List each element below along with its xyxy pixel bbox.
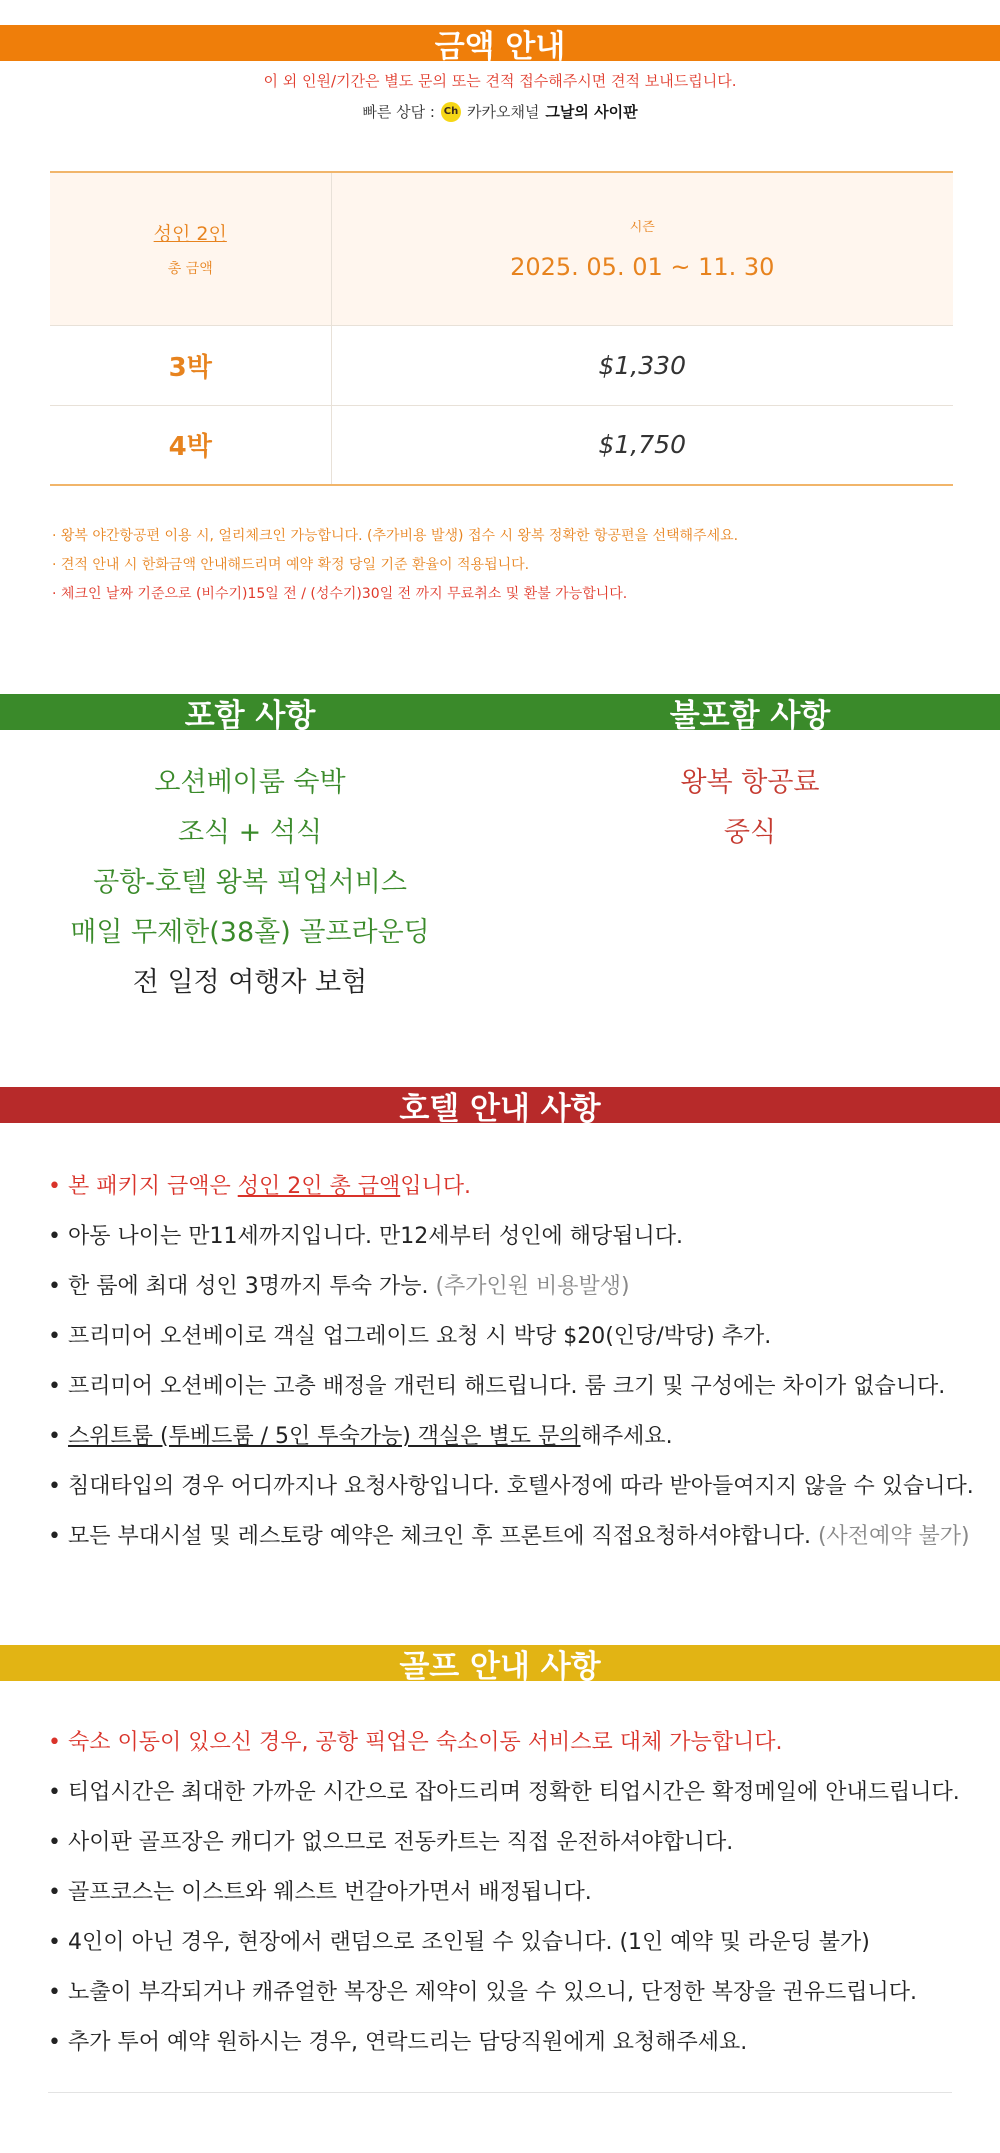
included-title: 포함 사항: [184, 697, 316, 734]
note-item: · 견적 안내 시 한화금액 안내해드리며 예약 확정 당일 기준 환율이 적용됩니다.: [52, 557, 530, 573]
list-item: [48, 1512, 974, 1562]
price-table-header: [50, 172, 953, 325]
item-emphasis: 성인 2인 총 금액: [237, 1174, 401, 1199]
item-text: •: [48, 1424, 68, 1449]
table-row: [50, 325, 953, 405]
list-item: 오션베이룸 숙박: [154, 767, 346, 798]
list-item: 왕복 항공료: [680, 767, 820, 798]
price-table: [50, 171, 953, 486]
list-item: 중식: [723, 817, 777, 848]
price-intro: 이 외 인원/기간은 별도 문의 또는 견적 접수해주시면 견적 보내드립니다.: [263, 72, 737, 90]
quick-consult: [0, 101, 1000, 122]
excluded-list: [500, 758, 1000, 858]
item-note: (추가인원 비용발생): [435, 1274, 630, 1299]
list-item: [48, 1412, 974, 1462]
list-item: [48, 1162, 974, 1212]
golf-info-list: [48, 1718, 960, 2068]
list-item: 공항-호텔 왕복 픽업서비스: [93, 867, 407, 898]
nights-cell: 4박: [50, 405, 331, 485]
table-row: [50, 405, 953, 485]
item-text: • 한 룸에 최대 성인 3명까지 투숙 가능.: [48, 1274, 436, 1299]
golf-section-header: [0, 1645, 1000, 1685]
item-text: 해주세요.: [580, 1424, 673, 1449]
price-cell: $1,750: [598, 430, 686, 460]
nights-cell: 3박: [50, 325, 331, 405]
hotel-section-title: 호텔 안내 사항: [399, 1090, 601, 1127]
list-item: • 사이판 골프장은 캐디가 없으므로 전동카트는 직접 운전하셔야합니다.: [48, 1830, 734, 1855]
season-range: 2025. 05. 01 ~ 11. 30: [510, 253, 775, 282]
list-item: • 프리미어 오션베이로 객실 업그레이드 요청 시 박당 $20(인당/박당) 추가.: [48, 1324, 772, 1349]
price-table-header-label: [50, 172, 331, 325]
list-item: 매일 무제한(38홀) 골프라운딩: [70, 917, 430, 948]
price-table-header-season: [331, 172, 953, 325]
kakao-channel-name[interactable]: 그날의 사이판: [545, 103, 638, 121]
list-item: • 아동 나이는 만11세까지입니다. 만12세부터 성인에 해당됩니다.: [48, 1224, 683, 1249]
list-item: • 4인이 아닌 경우, 현장에서 랜덤으로 조인될 수 있습니다. (1인 예약 및 라운딩 불가): [48, 1930, 870, 1955]
item-text: • 본 패키지 금액은: [48, 1174, 238, 1199]
hotel-info-list: [48, 1162, 974, 1562]
note-item: · 왕복 야간항공편 이용 시, 얼리체크인 가능합니다. (추가비용 발생) 접수 시 왕복 정확한 항공편을 선택해주세요.: [52, 528, 739, 544]
list-item: • 골프코스는 이스트와 웨스트 번갈아가면서 배정됩니다.: [48, 1880, 592, 1905]
list-item: • 추가 투어 예약 원하시는 경우, 연락드리는 담당직원에게 요청해주세요.: [48, 2030, 748, 2055]
item-note: (사전예약 불가): [817, 1524, 970, 1549]
item-text: 입니다.: [400, 1174, 471, 1199]
list-item: • 노출이 부각되거나 캐쥬얼한 복장은 제약이 있을 수 있으니, 단정한 복장을 권유드립니다.: [48, 1980, 917, 2005]
item-emphasis: 스위트룸 (투베드룸 / 5인 투숙가능) 객실은 별도 문의: [67, 1424, 581, 1449]
header-total: 총 금액: [167, 261, 213, 278]
list-item: • 프리미어 오션베이는 고층 배정을 개런티 해드립니다. 룸 크기 및 구성에는 차이가 없습니다.: [48, 1374, 946, 1399]
kakao-channel-text: 카카오채널: [466, 103, 540, 121]
list-item: • 티업시간은 최대한 가까운 시간으로 잡아드리며 정확한 티업시간은 확정메일에 안내드립니다.: [48, 1780, 960, 1805]
price-notes: [52, 522, 738, 609]
header-adults: 성인 2인: [153, 223, 227, 246]
list-item: 조식 + 석식: [177, 817, 323, 848]
item-text: • 모든 부대시설 및 레스토랑 예약은 체크인 후 프론트에 직접요청하셔야합니다.: [48, 1524, 818, 1549]
note-item: · 체크인 날짜 기준으로 (비수기)15일 전 / (성수기)30일 전 까지 무료취소 및 환불 가능합니다.: [52, 586, 628, 602]
quick-consult-label: 빠른 상담 :: [362, 103, 435, 121]
bottom-divider: [48, 2092, 952, 2093]
golf-section-title: 골프 안내 사항: [399, 1648, 601, 1685]
hotel-section-header: [0, 1087, 1000, 1127]
included-list: [0, 758, 500, 1008]
list-item: • 침대타입의 경우 어디까지나 요청사항입니다. 호텔사정에 따라 받아들여지지 않을 수 있습니다.: [48, 1474, 974, 1499]
season-label: 시즌: [629, 220, 655, 236]
inclusion-section-header: [0, 694, 1000, 734]
price-section-header: [0, 25, 1000, 65]
kakao-channel-icon: Ch: [441, 102, 461, 122]
list-item: [48, 1262, 974, 1312]
price-section-title: 금액 안내: [434, 28, 566, 65]
excluded-title: 불포함 사항: [669, 697, 831, 734]
list-item: • 숙소 이동이 있으신 경우, 공항 픽업은 숙소이동 서비스로 대체 가능합니다.: [48, 1730, 783, 1755]
price-cell: $1,330: [331, 325, 953, 405]
list-item: 전 일정 여행자 보험: [132, 967, 368, 998]
